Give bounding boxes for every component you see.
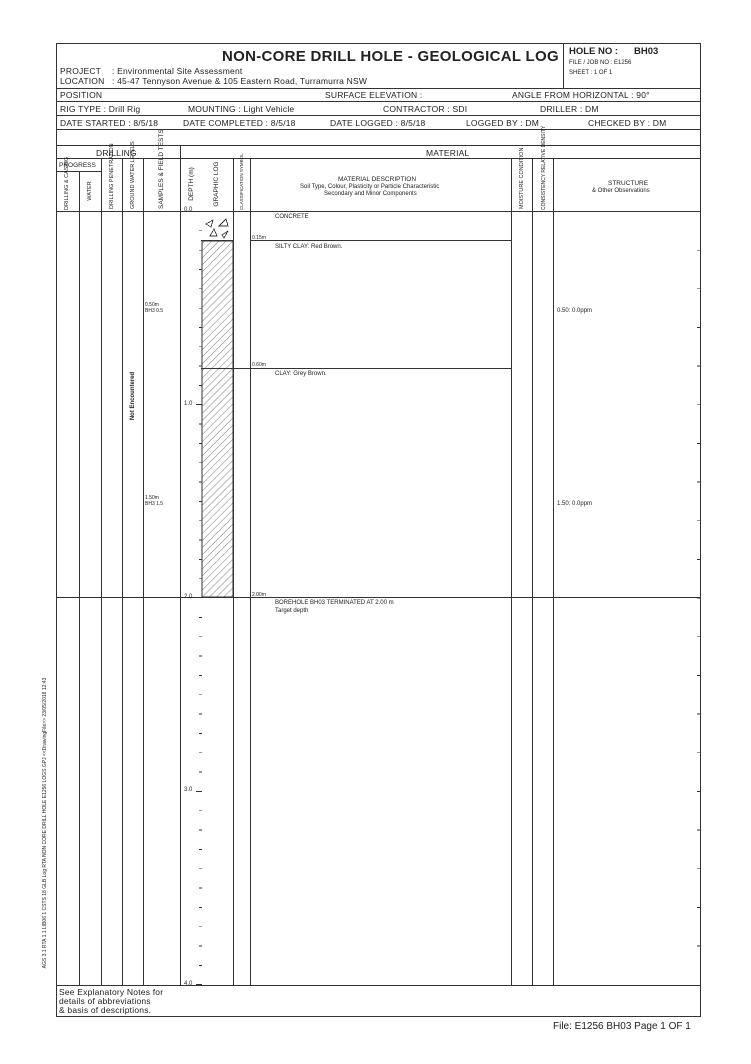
structure-header: STRUCTURE <box>608 180 649 187</box>
progress-header: PROGRESS <box>59 162 96 169</box>
date-logged: DATE LOGGED : 8/5/18 <box>330 118 426 128</box>
sample-1-id: BH3 0.5 <box>145 308 164 314</box>
moisture-header: MOISTURE CONDITION <box>519 147 525 209</box>
layer-3-desc: CLAY: Grey Brown. <box>275 371 327 377</box>
consistency-header: CONSISTENCY RELATIVE DENSITY <box>541 125 547 210</box>
hole-no: BH03 <box>634 46 659 57</box>
depth-label-4: 4.0 <box>184 981 193 987</box>
driller: DRILLER : DM <box>540 104 599 114</box>
water-header: WATER <box>87 181 93 201</box>
material-description-sub-1: Soil Type, Colour, Plasticity or Particle Characteristic <box>300 184 440 190</box>
location-label: LOCATION <box>60 76 105 86</box>
rig-type: RIG TYPE : Drill Rig <box>60 104 141 114</box>
observation-2: 1.50: 0.0ppm <box>557 501 593 507</box>
end-depth: 2.00m <box>252 592 266 598</box>
position: POSITION <box>60 90 103 100</box>
target-depth: Target depth <box>275 608 309 614</box>
drilling-penetration-header: DRILLING PENETRATION <box>109 143 115 209</box>
samples-header: SAMPLES & FIELD TESTS <box>158 129 165 209</box>
location-value: : 45-47 Tennyson Avenue & 105 Eastern Road, Turramurra NSW <box>112 76 368 86</box>
notes-line-2: details of abbreviations <box>59 996 151 1006</box>
borehole-terminated: BOREHOLE BH03 TERMINATED AT 2.00 m <box>275 600 394 606</box>
sample-1-depth: 0.50m <box>145 302 159 308</box>
notes-line-3: & basis of descriptions. <box>59 1005 152 1015</box>
layer-1-desc: CONCRETE <box>275 214 309 220</box>
side-drawing-text: AGS 3.1 RTA 1.1 LIB06 1 CSTS 18 GLB Log RTA NON CORE DRILL HOLE E1256 LOGS.GPJ <<DrawingFile>> 23/05/2018 12:43 <box>42 677 48 969</box>
observation-1: 0.50: 0.0ppm <box>557 308 593 314</box>
depth-label-1: 1.0 <box>184 401 193 407</box>
log-title: NON-CORE DRILL HOLE - GEOLOGICAL LOG <box>222 48 559 65</box>
classification-header: CLASSIFICATION SYMBOL <box>239 153 244 210</box>
ground-water-header: GROUND WATER LEVELS <box>130 141 136 209</box>
layer-2-desc: SILTY CLAY: Red Brown. <box>275 244 343 250</box>
mounting: MOUNTING : Light Vehicle <box>188 104 295 114</box>
date-completed: DATE COMPLETED : 8/5/18 <box>183 118 296 128</box>
sample-2-depth: 1.50m <box>145 495 159 501</box>
drilling-casing-header: DRILLING & CASING <box>64 156 70 210</box>
layer-1-depth: 0.15m <box>252 235 266 241</box>
depth-label-2: 2.0 <box>184 594 193 600</box>
hole-no-label: HOLE NO : <box>569 46 619 57</box>
checked-by: CHECKED BY : DM <box>588 118 667 128</box>
file-job-no: FILE / JOB NO : E1256 <box>569 60 632 66</box>
structure-sub: & Other Observations <box>592 188 650 194</box>
depth-label-3: 3.0 <box>184 787 193 793</box>
project-label: PROJECT <box>60 66 102 76</box>
layer-2-depth: 0.60m <box>252 362 266 368</box>
logged-by: LOGGED BY : DM <box>466 118 540 128</box>
material-group-header: MATERIAL <box>426 148 470 158</box>
sheet-no: SHEET : 1 OF 1 <box>569 70 613 76</box>
surface-elevation: SURFACE ELEVATION : <box>325 90 423 100</box>
graphic-log-header: GRAPHIC LOG <box>213 161 220 207</box>
depth-header: DEPTH (m) <box>188 167 195 201</box>
sample-2-id: BH3 1.5 <box>145 501 164 507</box>
material-description-header: MATERIAL DESCRIPTION <box>338 176 417 183</box>
contractor: CONTRACTOR : SDI <box>383 104 468 114</box>
depth-label-0: 0.0 <box>184 207 193 213</box>
file-page-footer: File: E1256 BH03 Page 1 OF 1 <box>553 1021 691 1032</box>
drilling-group-header: DRILLING <box>96 148 137 158</box>
notes-line-1: See Explanatory Notes for <box>59 987 164 997</box>
date-started: DATE STARTED : 8/5/18 <box>60 118 159 128</box>
angle-from-horizontal: ANGLE FROM HORIZONTAL : 90° <box>512 90 650 100</box>
project-value: : Environmental Site Assessment <box>112 66 243 76</box>
groundwater-not-encountered: Not Encountered <box>130 371 136 421</box>
material-description-sub-2: Secondary and Minor Components <box>324 191 417 197</box>
